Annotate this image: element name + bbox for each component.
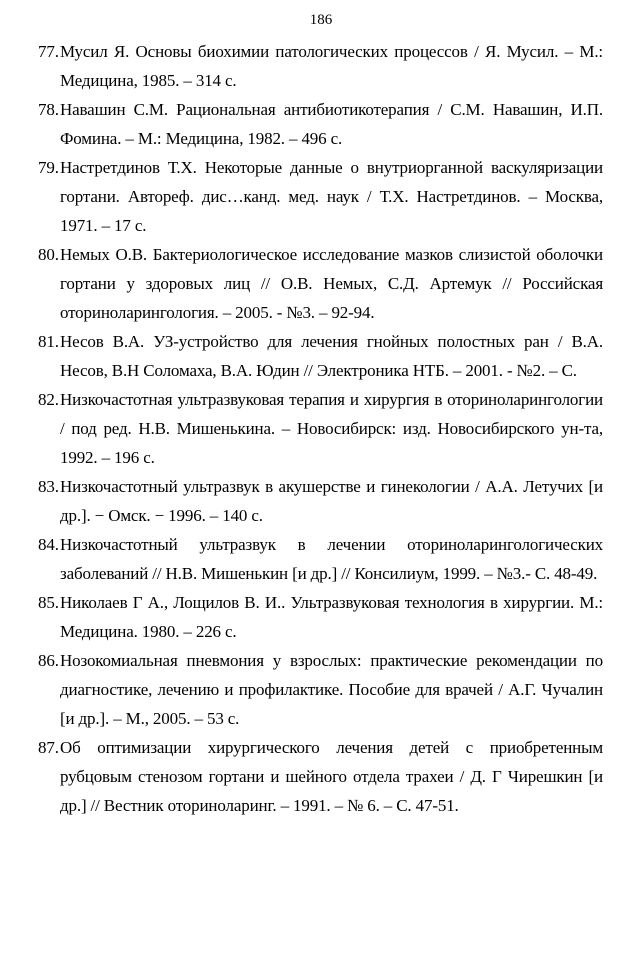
reference-number: 87. — [38, 738, 59, 757]
reference-item — [38, 153, 603, 240]
reference-number: 86. — [38, 651, 59, 670]
reference-text: Николаев Г А., Лощилов В. И.. Ультразвуковая технология в хирургии. М.: Медицина. 1980. – 226 с. — [60, 593, 603, 641]
reference-list — [38, 37, 603, 820]
reference-number: 84. — [38, 535, 59, 554]
reference-number: 85. — [38, 593, 59, 612]
page-number: 186 — [309, 12, 333, 28]
reference-item — [38, 240, 603, 327]
reference-item — [38, 472, 603, 530]
reference-item — [38, 385, 603, 472]
reference-number: 78. — [38, 100, 59, 119]
reference-text: Мусил Я. Основы биохимии патологических процессов / Я. Мусил. – М.: Медицина, 1985. – 314 с. — [60, 42, 603, 90]
reference-text: Немых О.В. Бактериологическое исследование мазков слизистой оболочки гортани у здоровых лиц // О.В. Немых, С.Д. Артемук // Российская оториноларингология. – 2005. - №3. – 92-94. — [60, 245, 603, 322]
reference-text: Об оптимизации хирургического лечения детей с приобретенным рубцовым стенозом гортани и шейного отдела трахеи / Д. Г Чирешкин [и др.] // Вестник оториноларинг. – 1991. – № 6. – С. 47-51. — [60, 738, 603, 815]
reference-text: Настретдинов Т.Х. Некоторые данные о внутриорганной васкуляризации гортани. Автореф. дис…канд. мед. наук / Т.Х. Настретдинов. – Москва, 1971. – 17 с. — [60, 158, 603, 235]
reference-number: 79. — [38, 158, 59, 177]
reference-item — [38, 588, 603, 646]
reference-number: 80. — [38, 245, 59, 264]
reference-number: 83. — [38, 477, 59, 496]
reference-item — [38, 646, 603, 733]
reference-text: Несов В.А. УЗ-устройство для лечения гнойных полостных ран / В.А. Несов, В.Н Соломаха, В.А. Юдин // Электроника НТБ. – 2001. - №2. – С. — [60, 332, 603, 380]
reference-item — [38, 327, 603, 385]
reference-item — [38, 95, 603, 153]
reference-text: Нозокомиальная пневмония у взрослых: практические рекомендации по диагностике, лечению и профилактике. Пособие для врачей / А.Г. Чучалин [и др.]. – М., 2005. – 53 с. — [60, 651, 603, 728]
reference-item — [38, 733, 603, 820]
reference-number: 81. — [38, 332, 59, 351]
reference-item — [38, 37, 603, 95]
reference-text: Низкочастотный ультразвук в акушерстве и гинекологии / А.А. Летучих [и др.]. − Омск. − 1996. – 140 с. — [60, 477, 603, 525]
reference-text: Низкочастотный ультразвук в лечении оториноларингологических заболеваний // Н.В. Мишенькин [и др.] // Консилиум, 1999. – №3.- С. 48-49. — [60, 535, 603, 583]
reference-text: Навашин С.М. Рациональная антибиотикотерапия / С.М. Навашин, И.П. Фомина. – М.: Медицина, 1982. – 496 с. — [60, 100, 603, 148]
reference-item — [38, 530, 603, 588]
reference-number: 77. — [38, 42, 59, 61]
reference-text: Низкочастотная ультразвуковая терапия и хирургия в оториноларингологии / под ред. Н.В. Мишенькина. – Новосибирск: изд. Новосибирского ун-та, 1992. – 196 с. — [60, 390, 603, 467]
reference-number: 82. — [38, 390, 59, 409]
